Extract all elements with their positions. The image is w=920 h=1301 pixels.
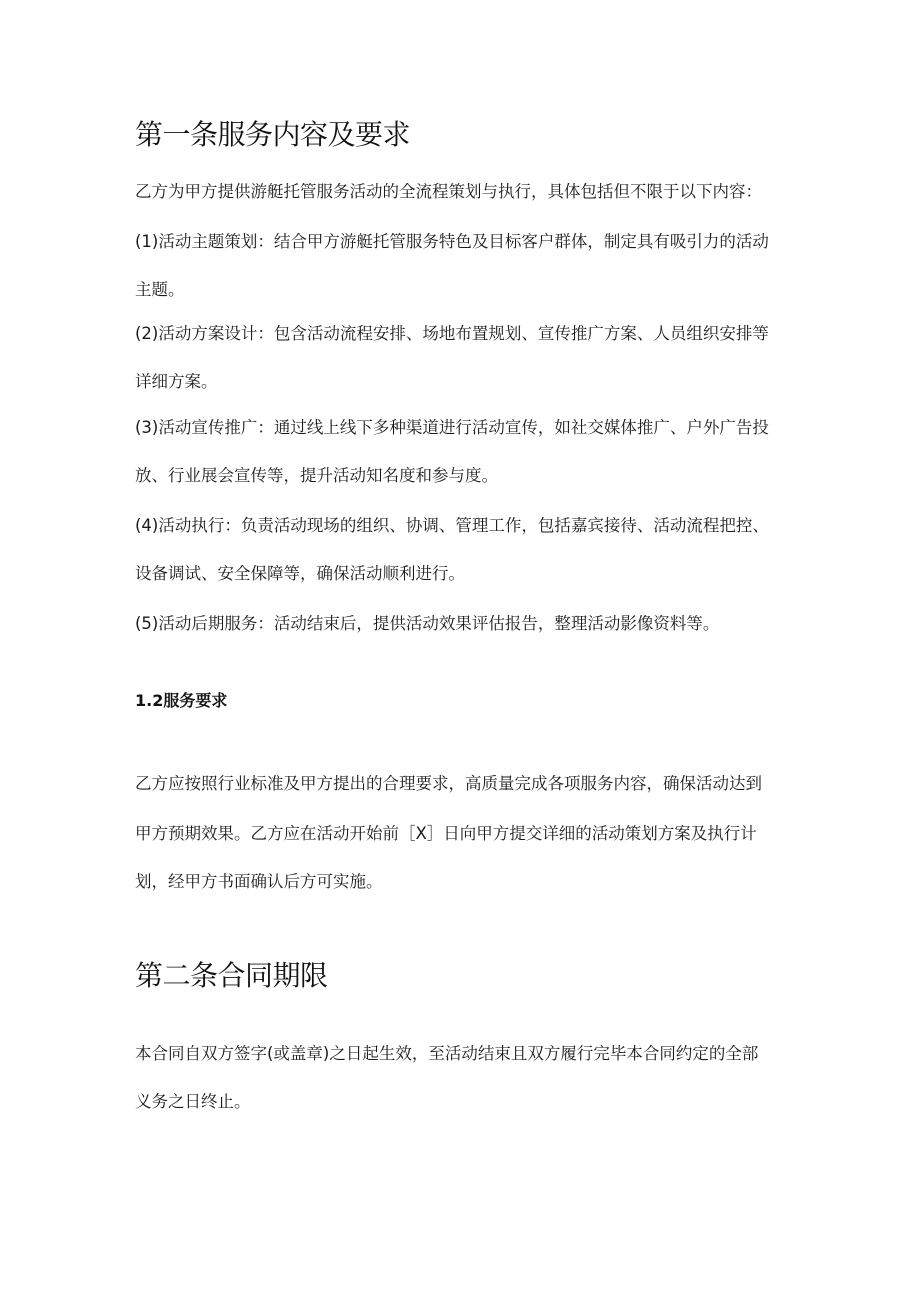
item-4-line-2: 设备调试、安全保障等，确保活动顺利进行。 bbox=[135, 564, 465, 583]
term-line-1: 本合同自双方签字(或盖章)之日起生效，至活动结束且双方履行完毕本合同约定的全部 bbox=[135, 1044, 759, 1063]
service-req-line-1: 乙方应按照行业标准及甲方提出的合理要求，高质量完成各项服务内容，确保活动达到 bbox=[135, 774, 762, 793]
section-1-intro: 乙方为甲方提供游艇托管服务活动的全流程策划与执行，具体包括但不限于以下内容： bbox=[135, 182, 762, 201]
subsection-title: 1.2服务要求 bbox=[135, 691, 228, 710]
item-1-line-2: 主题。 bbox=[135, 280, 185, 299]
term-line-2: 义务之日终止。 bbox=[135, 1092, 251, 1111]
service-req-line-3: 划，经甲方书面确认后方可实施。 bbox=[135, 872, 383, 891]
item-2-line-1: (2)活动方案设计：包含活动流程安排、场地布置规划、宣传推广方案、人员组织安排等 bbox=[135, 324, 769, 343]
item-3-line-1: (3)活动宣传推广：通过线上线下多种渠道进行活动宣传，如社交媒体推广、户外广告投 bbox=[135, 418, 769, 437]
section-2-title: 第二条合同期限 bbox=[135, 959, 328, 992]
service-req-line-2: 甲方预期效果。乙方应在活动开始前［X］日向甲方提交详细的活动策划方案及执行计 bbox=[135, 824, 757, 843]
item-5-line-1: (5)活动后期服务：活动结束后，提供活动效果评估报告，整理活动影像资料等。 bbox=[135, 614, 720, 633]
item-4-line-1: (4)活动执行：负责活动现场的组织、协调、管理工作，包括嘉宾接待、活动流程把控、 bbox=[135, 516, 769, 535]
section-1-title: 第一条服务内容及要求 bbox=[135, 118, 411, 151]
item-1-line-1: (1)活动主题策划：结合甲方游艇托管服务特色及目标客户群体，制定具有吸引力的活动 bbox=[135, 232, 769, 251]
item-2-line-2: 详细方案。 bbox=[135, 372, 218, 391]
item-3-line-2: 放、行业展会宣传等，提升活动知名度和参与度。 bbox=[135, 466, 498, 485]
